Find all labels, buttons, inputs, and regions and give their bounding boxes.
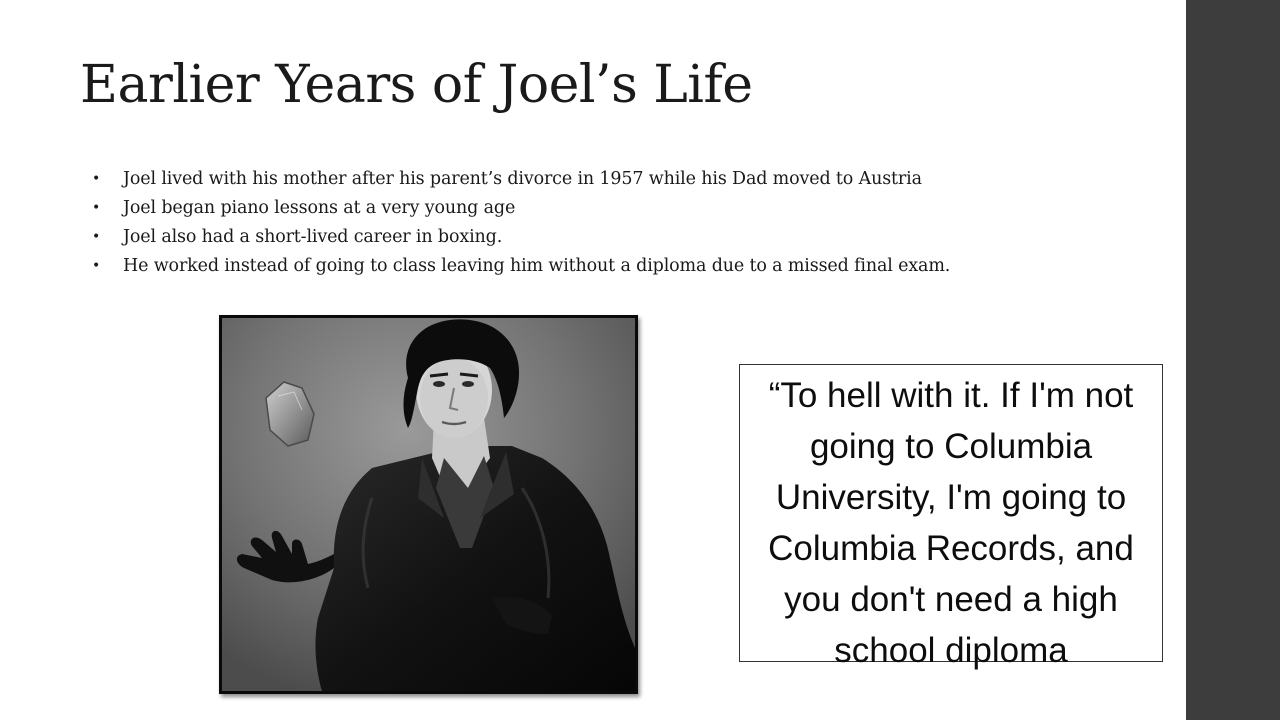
portrait-photo xyxy=(219,315,638,694)
bullet-list xyxy=(92,165,1152,280)
bullet-text: Joel began piano lessons at a very young age xyxy=(123,198,516,218)
bullet-text: He worked instead of going to class leaving him without a diploma due to a missed final exam. xyxy=(123,256,951,276)
bullet-text: Joel lived with his mother after his parent’s divorce in 1957 while his Dad moved to Austria xyxy=(123,169,922,189)
bullet-item xyxy=(92,252,1152,280)
bullet-icon: • xyxy=(92,171,101,187)
portrait-illustration xyxy=(222,318,635,691)
bullet-icon: • xyxy=(92,229,101,245)
bullet-text: Joel also had a short-lived career in boxing. xyxy=(123,227,503,247)
slide-title: Earlier Years of Joel’s Life xyxy=(80,55,753,115)
bullet-item xyxy=(92,194,1152,223)
sidebar-decoration xyxy=(1186,0,1280,720)
bullet-icon: • xyxy=(92,200,101,216)
bullet-icon: • xyxy=(92,258,101,274)
bullet-item xyxy=(92,223,1152,252)
quote-text: “To hell with it. If I'm not going to Columbia University, I'm going to Columbia Records, and you don't need a high school diploma xyxy=(768,376,1134,670)
bullet-item xyxy=(92,165,1152,194)
